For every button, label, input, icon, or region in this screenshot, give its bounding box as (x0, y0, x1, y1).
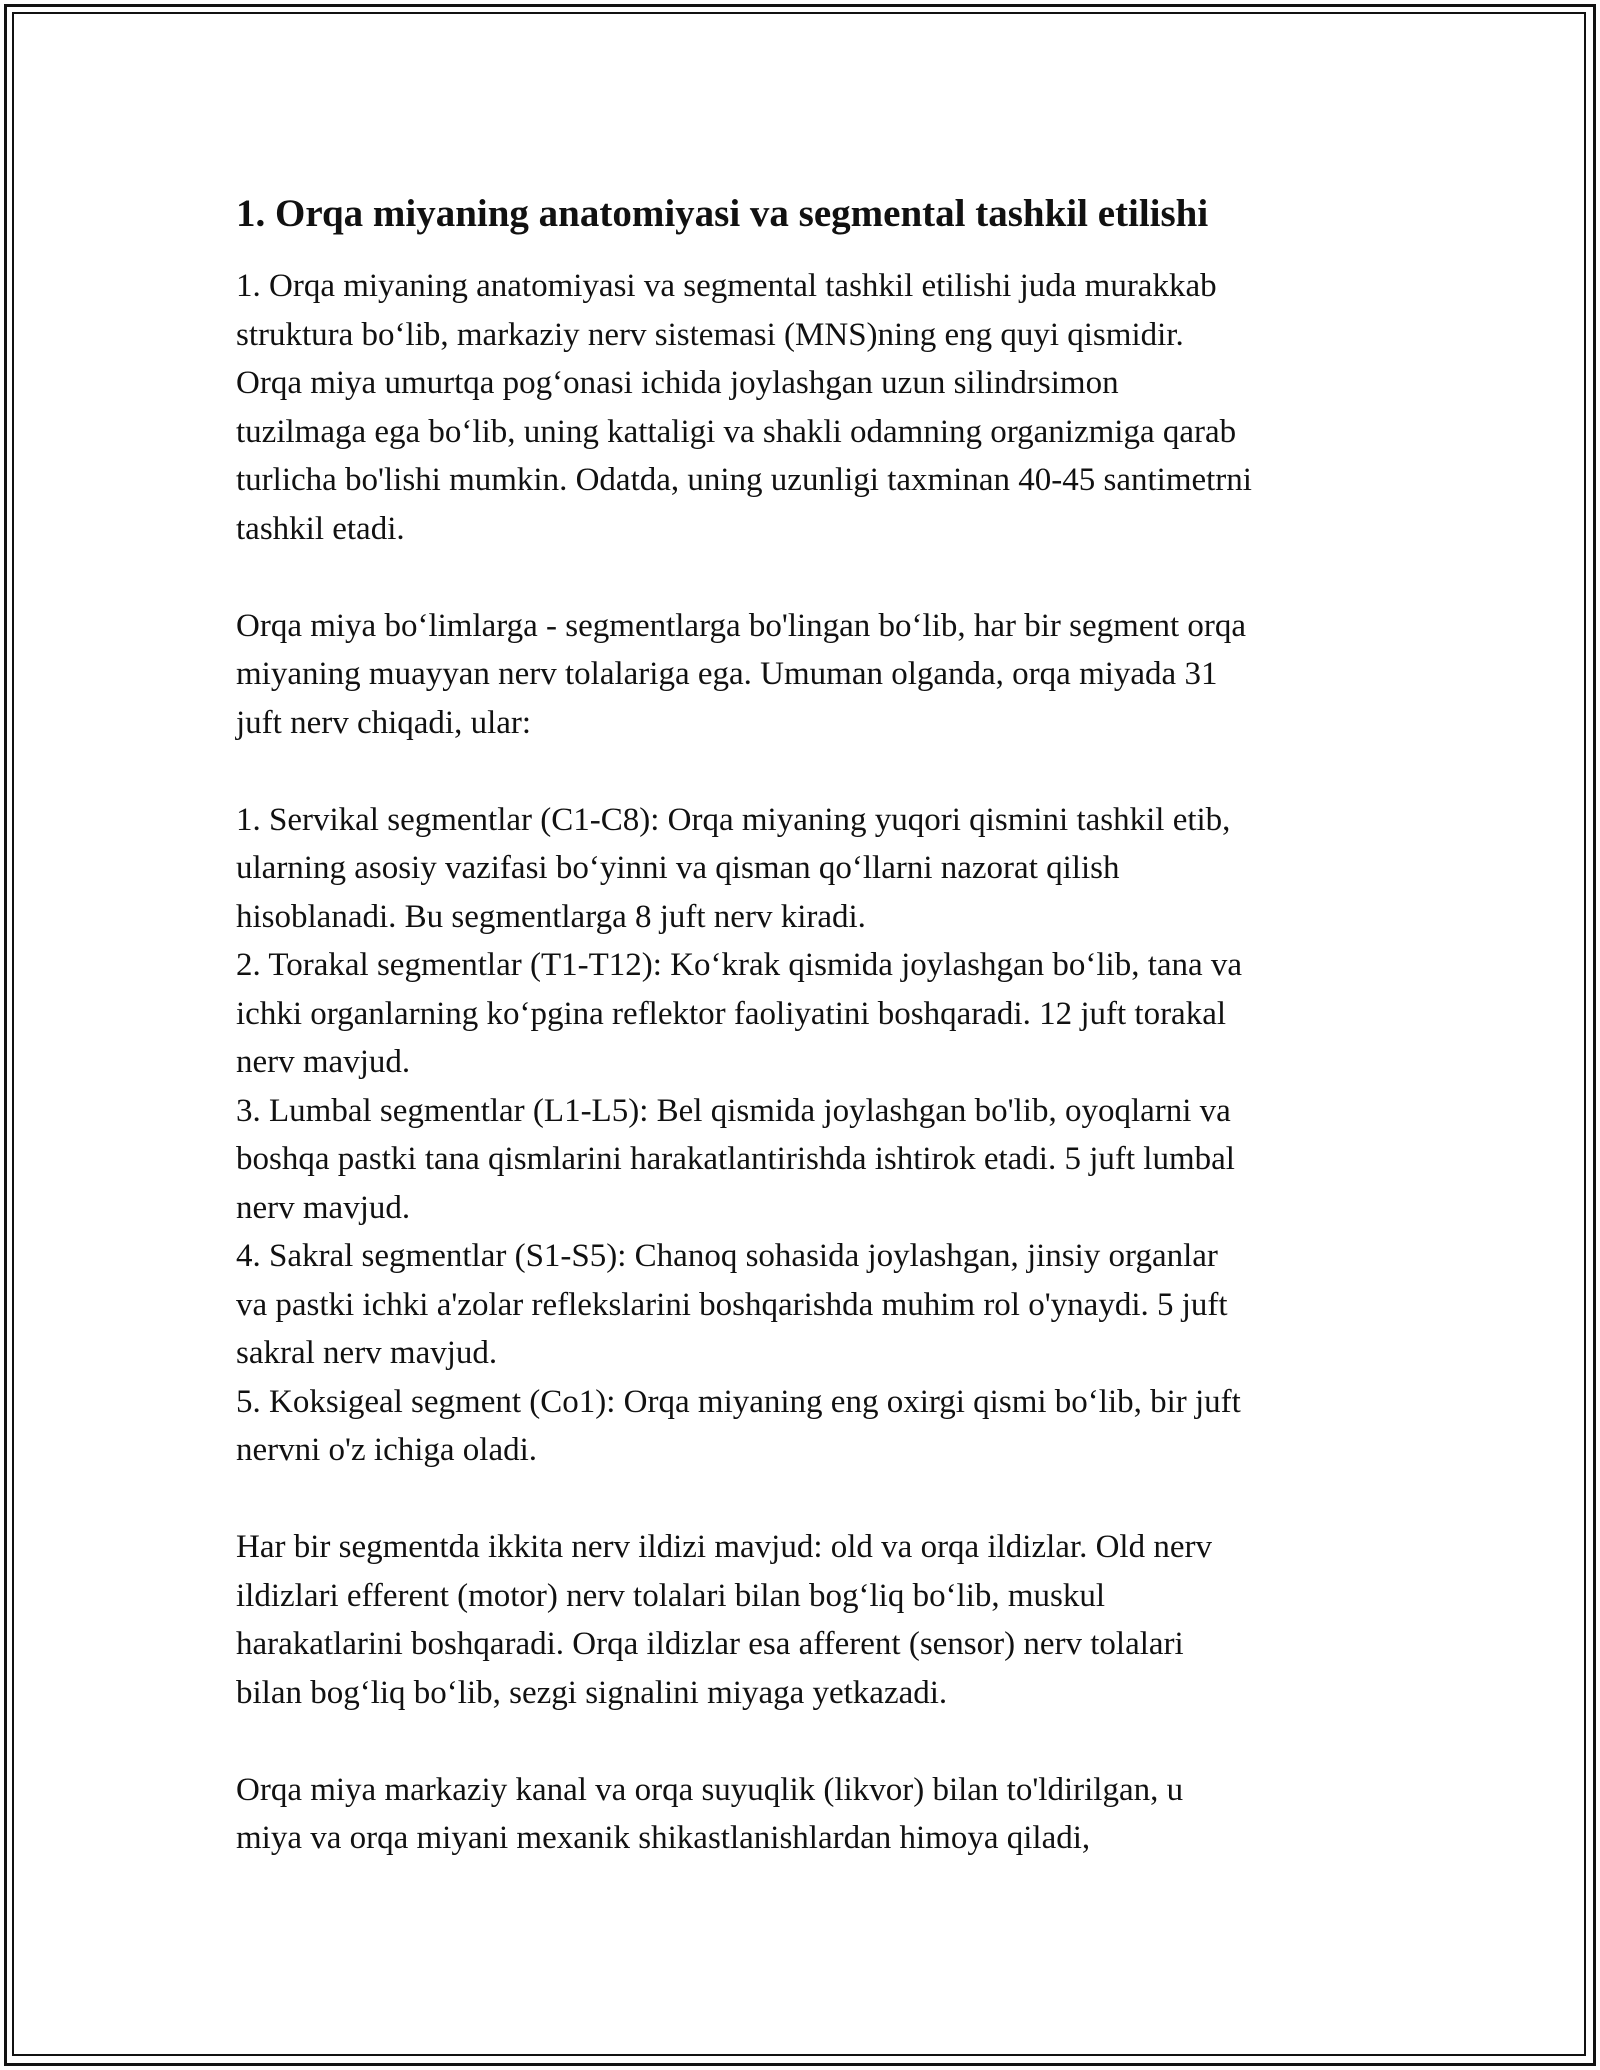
text-line: 1. Orqa miyaning anatomiyasi va segmental tashkil etilishi juda murakkab (236, 268, 1217, 304)
text-line: bilan bog‘liq bo‘lib, sezgi signalini miyaga yetkazadi. (236, 1674, 948, 1711)
text-line: juft nerv chiqadi, ular: (236, 704, 532, 741)
text-line: 1. Servikal segmentlar (C1-C8): Orqa miyaning yuqori qismini tashkil etib, (236, 801, 1231, 838)
text-line: struktura bo‘lib, markaziy nerv sistemasi (MNS)ning eng quyi qismidir. (236, 316, 1184, 353)
paragraph-spacer (236, 553, 1376, 602)
document-body (236, 186, 1376, 1863)
text-line: ichki organlarning ko‘pgina reflektor faoliyatini boshqaradi. 12 juft torakal (236, 995, 1227, 1032)
text-line: Orqa miya markaziy kanal va orqa suyuqlik (likvor) bilan to'ldirilgan, u (236, 1771, 1184, 1808)
text-line: 4. Sakral segmentlar (S1-S5): Chanoq sohasida joylashgan, jinsiy organlar (236, 1238, 1218, 1274)
text-line: Orqa miya bo‘limlarga - segmentlarga bo'lingan bo‘lib, har bir segment orqa (236, 607, 1247, 644)
paragraph-spacer (236, 1475, 1376, 1524)
paragraph-spacer (236, 747, 1376, 796)
text-line: 2. Torakal segmentlar (T1-T12): Ko‘krak qismida joylashgan bo‘lib, tana va (236, 947, 1243, 983)
paragraph-segments (236, 602, 1376, 748)
text-line: sakral nerv mavjud. (236, 1335, 498, 1371)
text-line: tuzilmaga ega bo‘lib, uning kattaligi va shakli odamning organizmiga qarab (236, 413, 1237, 450)
page-title: 1. Orqa miyaning anatomiyasi va segmental tashkil etilishi (236, 192, 1209, 235)
text-line: tashkil etadi. (236, 510, 405, 547)
paragraph-spacer (236, 1717, 1376, 1766)
paragraph-central-canal (236, 1766, 1376, 1863)
text-line: boshqa pastki tana qismlarini harakatlantirishda ishtirok etadi. 5 juft lumbal (236, 1141, 1235, 1177)
text-line: miyaning muayyan nerv tolalariga ega. Umuman olganda, orqa miyada 31 (236, 656, 1218, 692)
text-line: Har bir segmentda ikkita nerv ildizi mavjud: old va orqa ildizlar. Old nerv (236, 1529, 1212, 1565)
text-line: hisoblanadi. Bu segmentlarga 8 juft nerv kiradi. (236, 898, 866, 935)
text-line: 3. Lumbal segmentlar (L1-L5): Bel qismida joylashgan bo'lib, oyoqlarni va (236, 1092, 1231, 1129)
text-line: ildizlari efferent (motor) nerv tolalari bilan bog‘liq bo‘lib, muskul (236, 1577, 1106, 1614)
paragraph-intro (236, 262, 1376, 553)
text-line: nerv mavjud. (236, 1189, 411, 1226)
text-line: nerv mavjud. (236, 1044, 411, 1080)
text-line: nervni o'z ichiga oladi. (236, 1432, 538, 1468)
text-line: turlicha bo'lishi mumkin. Odatda, uning uzunligi taxminan 40-45 santimetrni (236, 462, 1252, 498)
paragraph-segment-list (236, 796, 1376, 1475)
paragraph-nerve-roots (236, 1523, 1376, 1717)
text-line: 5. Koksigeal segment (Co1): Orqa miyaning eng oxirgi qismi bo‘lib, bir juft (236, 1383, 1241, 1420)
text-line: Orqa miya umurtqa pog‘onasi ichida joylashgan uzun silindrsimon (236, 365, 1119, 401)
text-line: miya va orqa miyani mexanik shikastlanishlardan himoya qiladi, (236, 1820, 1091, 1856)
text-line: va pastki ichki a'zolar reflekslarini boshqarishda muhim rol o'ynaydi. 5 juft (236, 1286, 1228, 1323)
text-line: harakatlarini boshqaradi. Orqa ildizlar esa afferent (sensor) nerv tolalari (236, 1626, 1184, 1662)
text-line: ularning asosiy vazifasi bo‘yinni va qisman qo‘llarni nazorat qilish (236, 850, 1120, 886)
